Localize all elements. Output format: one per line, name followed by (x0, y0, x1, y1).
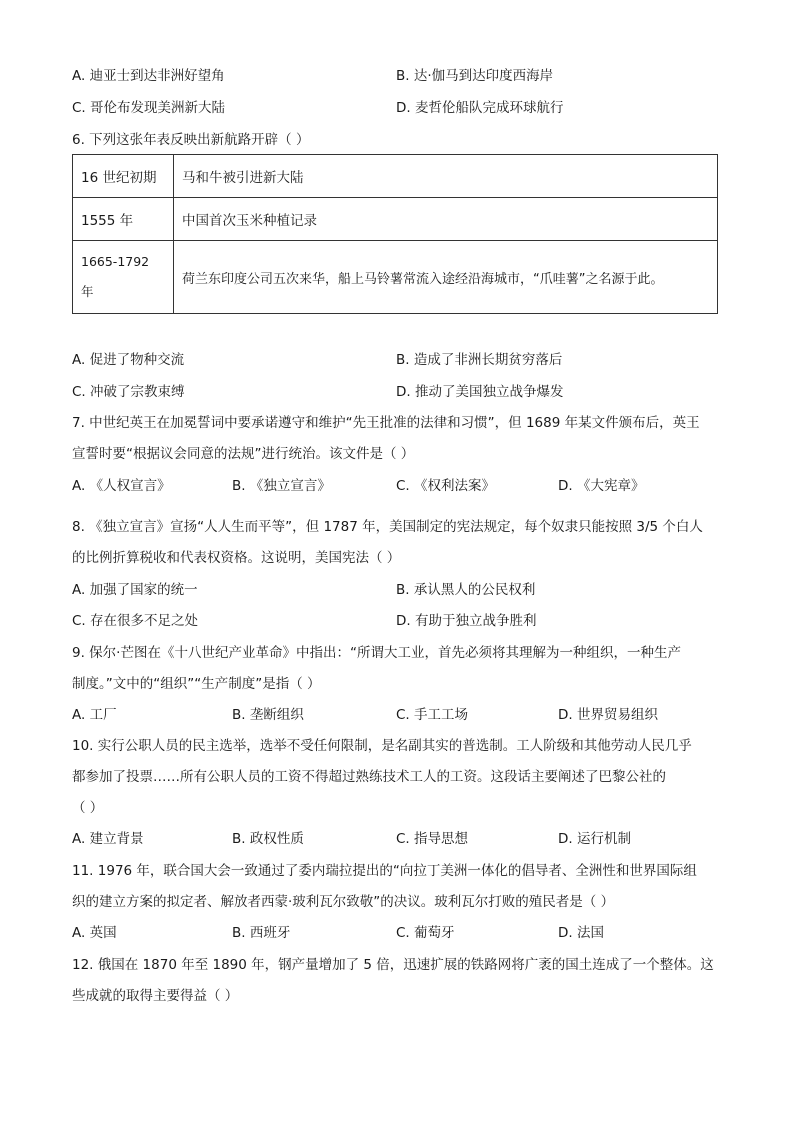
table-event-cell: 荷兰东印度公司五次来华，船上马铃薯常流入途经沿海城市，“爪哇薯”之名源于此。 (174, 241, 718, 314)
q7-stem-line-2: 宣誓时要“根据议会同意的法规”进行统治。该文件是（ ） (72, 446, 415, 462)
q5-option-b: B. 达·伽马到达印度西海岸 (396, 68, 554, 84)
q10-stem-line-3: （ ） (72, 800, 104, 816)
q11-stem-line-2: 织的建立方案的拟定者、解放者西蒙·玻利瓦尔致敬”的决议。玻利瓦尔打败的殖民者是（ ） (72, 894, 615, 910)
table-year-cell: 1555 年 (73, 198, 174, 241)
q10-stem-line-1: 10. 实行公职人员的民主选举，选举不受任何限制，是名副其实的普选制。工人阶级和其他劳动人民几乎 (72, 738, 692, 754)
q9-stem-line-2: 制度。”文中的“组织”“生产制度”是指（ ） (72, 676, 321, 692)
table-year-cell: 16 世纪初期 (73, 155, 174, 198)
q6-option-d: D. 推动了美国独立战争爆发 (396, 384, 564, 400)
q12-stem-line-1: 12. 俄国在 1870 年至 1890 年，钢产量增加了 5 倍，迅速扩展的铁路网将广袤的国土连成了一个整体。这 (72, 957, 714, 973)
q11-option-c: C. 葡萄牙 (396, 925, 455, 941)
q6-option-a: A. 促进了物种交流 (72, 352, 185, 368)
q5-option-d: D. 麦哲伦船队完成环球航行 (396, 100, 564, 116)
q8-option-d: D. 有助于独立战争胜利 (396, 613, 537, 629)
q7-option-a: A. 《人权宣言》 (72, 478, 171, 494)
table-row (73, 241, 718, 314)
table-event-cell: 马和牛被引进新大陆 (174, 155, 718, 198)
q7-option-b: B. 《独立宣言》 (232, 478, 331, 494)
q6-option-b: B. 造成了非洲长期贫穷落后 (396, 352, 563, 368)
q10-option-d: D. 运行机制 (558, 831, 631, 847)
q6-stem: 6. 下列这张年表反映出新航路开辟（ ） (72, 132, 310, 148)
q11-option-d: D. 法国 (558, 925, 604, 941)
q7-stem-line-1: 7. 中世纪英王在加冕誓词中要承诺遵守和维护“先王批准的法律和习惯”，但 1689 年某文件颁布后，英王 (72, 415, 700, 431)
q6-timeline-table (72, 154, 718, 314)
q6-option-c: C. 冲破了宗教束缚 (72, 384, 185, 400)
q8-option-a: A. 加强了国家的统一 (72, 582, 198, 598)
q8-stem-line-1: 8. 《独立宣言》宣扬“人人生而平等”，但 1787 年，美国制定的宪法规定，每个奴隶只能按照 3/5 个白人 (72, 519, 703, 535)
q7-option-d: D. 《大宪章》 (558, 478, 645, 494)
q8-stem-line-2: 的比例折算税收和代表权资格。这说明，美国宪法（ ） (72, 550, 401, 566)
table-row (73, 155, 718, 198)
q8-option-b: B. 承认黑人的公民权利 (396, 582, 536, 598)
q9-option-a: A. 工厂 (72, 707, 117, 723)
q9-option-b: B. 垄断组织 (232, 707, 304, 723)
q7-option-c: C. 《权利法案》 (396, 478, 496, 494)
q11-stem-line-1: 11. 1976 年，联合国大会一致通过了委内瑞拉提出的“向拉丁美洲一体化的倡导者、全洲性和世界国际组 (72, 863, 697, 879)
table-row (73, 198, 718, 241)
q12-stem-line-2: 些成就的取得主要得益（ ） (72, 988, 239, 1004)
q5-option-c: C. 哥伦布发现美洲新大陆 (72, 100, 226, 116)
q8-option-c: C. 存在很多不足之处 (72, 613, 199, 629)
q10-option-a: A. 建立背景 (72, 831, 144, 847)
table-event-cell: 中国首次玉米种植记录 (174, 198, 718, 241)
q11-option-b: B. 西班牙 (232, 925, 291, 941)
q11-option-a: A. 英国 (72, 925, 117, 941)
q9-option-d: D. 世界贸易组织 (558, 707, 658, 723)
q10-option-c: C. 指导思想 (396, 831, 469, 847)
q9-stem-line-1: 9. 保尔·芒图在《十八世纪产业革命》中指出：“所谓大工业，首先必须将其理解为一种组织，一种生产 (72, 645, 681, 661)
table-year-cell: 1665-1792 年 (73, 241, 174, 314)
q10-stem-line-2: 都参加了投票……所有公职人员的工资不得超过熟练技术工人的工资。这段话主要阐述了巴黎公社的 (72, 769, 666, 785)
q10-option-b: B. 政权性质 (232, 831, 304, 847)
q5-option-a: A. 迪亚士到达非洲好望角 (72, 68, 225, 84)
q9-option-c: C. 手工工场 (396, 707, 469, 723)
